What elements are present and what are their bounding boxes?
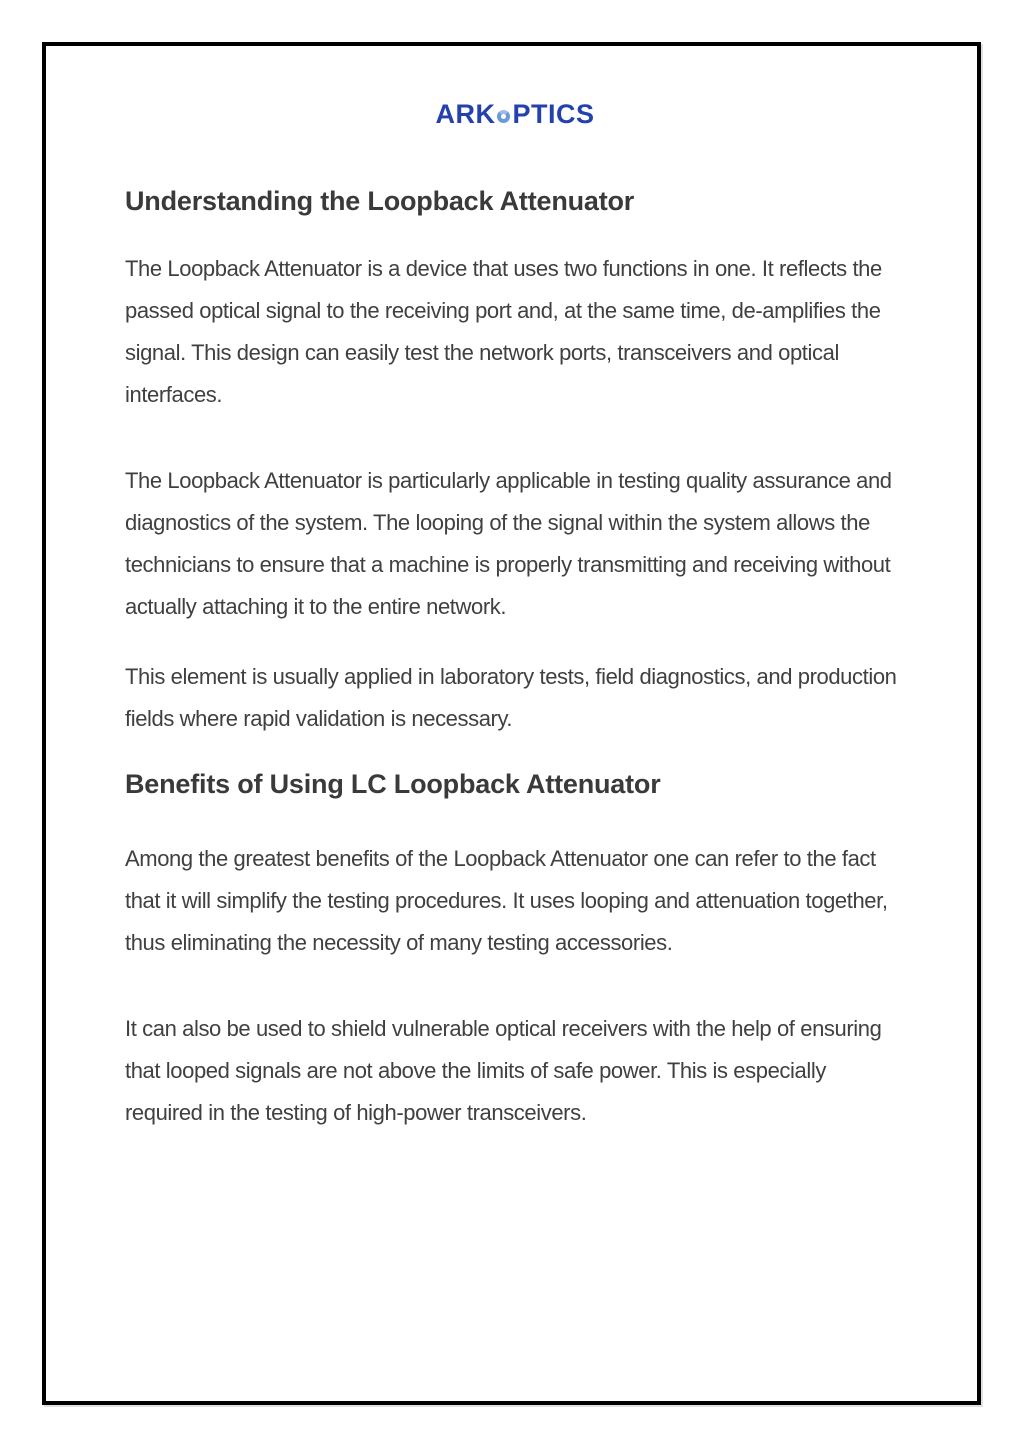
logo-text-prefix: ARK	[435, 99, 496, 129]
logo-text-suffix: PTICS	[512, 99, 595, 129]
paragraph-testing-applicability: The Loopback Attenuator is particularly applicable in testing quality assurance and diagnostics of the system. The looping of the signal within the system allows the technicians to ensure that a machine is properly transmitting and receiving without actually attaching it to the entire network.	[125, 468, 892, 619]
page-content	[46, 46, 977, 1134]
paragraph-shield-receivers: It can also be used to shield vulnerable optical receivers with the help of ensuring that looped signals are not above the limits of safe power. This is especially required in the testing of high-power transceivers.	[125, 1016, 882, 1125]
paragraph-usage-fields: This element is usually applied in laboratory tests, field diagnostics, and production fields where rapid validation is necessary.	[125, 664, 897, 731]
arkoptics-logo	[125, 98, 905, 130]
paragraph-benefits-simplify: Among the greatest benefits of the Loopback Attenuator one can refer to the fact that it will simplify the testing procedures. It uses looping and attenuation together, thus eliminating the necessity of many testing accessories.	[125, 846, 888, 955]
section-heading-benefits: Benefits of Using LC Loopback Attenuator	[125, 769, 661, 799]
section-heading-understanding: Understanding the Loopback Attenuator	[125, 186, 635, 216]
logo-lens-o-icon	[497, 110, 510, 123]
paragraph-device-description: The Loopback Attenuator is a device that uses two functions in one. It reflects the passed optical signal to the receiving port and, at the same time, de-amplifies the signal. This design can easily test the network ports, transceivers and optical interfaces.	[125, 256, 882, 407]
document-page	[42, 42, 981, 1405]
